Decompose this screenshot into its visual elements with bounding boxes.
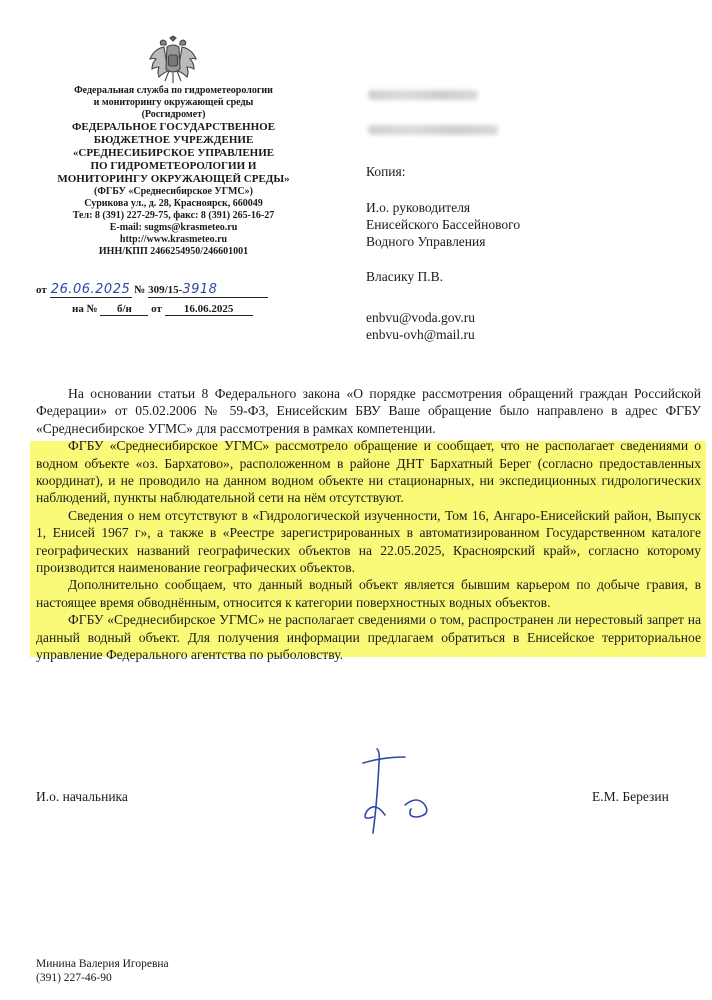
body-paragraph-highlighted: ФГБУ «Среднесибирское УГМС» рассмотрело обращение и сообщает, что не располагает сведениями о водном объекте «оз. Бархатово», расположенном в районе ДНТ Бархатный Берег (согласно предоставленных координат), и не проводило на данном водном объекте ни стационарных, ни экспедиционных гидрологических наблюдений, пункты наблюдательной сети на нём отсутствуют. [36, 438, 701, 506]
outgoing-date: 26.06.2025 [50, 282, 131, 297]
body-paragraph: На основании статьи 8 Федерального закона «О порядке рассмотрения обращений граждан Российской Федерации» от 05.02.2006 № 59-ФЗ, Енисейским БВУ Ваше обращение было направлено в адрес ФГБУ «Среднесибирское УГМС» для рассмотрения в рамках компетенции. [36, 386, 701, 436]
incoming-number: б/н [100, 303, 148, 316]
redacted-recipient-contact [368, 125, 498, 135]
incoming-reference: на № б/н от 16.06.2025 [72, 303, 253, 316]
body-paragraph-highlighted: Дополнительно сообщаем, что данный водный объект является бывшим карьером по добыче гравия, в настоящее время обводнённым, относится к категории поверхностных водных объектов. [36, 577, 701, 610]
outgoing-number-handwritten: 3918 [182, 282, 218, 297]
body-paragraph: ФГБУ «Среднесибирское УГМС» не располагает сведениями о том, распространен ли нерестовый запрет на данный водный объект. Для получения информации предлагаем обратиться в Енисейское территориальное управление Федерального агентства по рыболовству. [36, 612, 701, 663]
institution-line: МОНИТОРИНГУ ОКРУЖАЮЩЕЙ СРЕДЫ» [57, 173, 290, 185]
org-line: (Росгидромет) [141, 109, 206, 120]
institution-line: ФЕДЕРАЛЬНОЕ ГОСУДАРСТВЕННОЕ [71, 121, 276, 133]
coat-of-arms-icon [147, 35, 199, 87]
redacted-recipient-name [368, 90, 478, 100]
contact-line: (ФГБУ «Среднесибирское УГМС») [94, 186, 253, 197]
letter-body [36, 385, 701, 664]
handwritten-signature [345, 745, 455, 840]
signatory-position: И.о. начальника [36, 789, 128, 804]
inn-line: ИНН/КПП 2466254950/246601001 [98, 246, 249, 257]
recipient-line: И.о. руководителя [366, 200, 471, 215]
recipient-line: Енисейского Бассейнового [366, 217, 521, 232]
org-line: Федеральная служба по гидрометеорологии [74, 85, 273, 96]
executor-phone: (391) 227-46-90 [36, 972, 112, 984]
executor-block [36, 957, 169, 985]
recipient-email: enbvu@voda.gov.ru [366, 310, 476, 325]
executor-name: Минина Валерия Игоревна [36, 958, 169, 970]
org-line: и мониторингу окружающей среды [93, 97, 254, 108]
address-line: Сурикова ул., д. 28, Красноярск, 660049 [84, 198, 263, 209]
institution-line: «СРЕДНЕСИБИРСКОЕ УПРАВЛЕНИЕ [72, 147, 275, 159]
body-paragraph-highlighted: Сведения о нем отсутствуют в «Гидрологической изученности, Том 16, Ангаро-Енисейский район, Выпуск 1, Енисей 1967 г», а также в «Реестре зарегистрированных в автоматизированном Государственном каталоге географических названий географических объектов на 22.05.2025, Красноярский край», согласно которому производится наименование географических объектов. [36, 507, 701, 576]
outgoing-number: 309/15- [148, 284, 183, 296]
sender-organization-block [36, 85, 311, 258]
institution-line: БЮДЖЕТНОЕ УЧРЕЖДЕНИЕ [93, 134, 254, 146]
phone-line: Тел: 8 (391) 227-29-75, факс: 8 (391) 265-16-27 [72, 210, 275, 221]
recipient-line: Водного Управления [366, 234, 486, 249]
email-line: E-mail: sugms@krasmeteo.ru [109, 222, 238, 233]
signatory-name: Е.М. Березин [592, 789, 669, 804]
incoming-date: 16.06.2025 [165, 303, 253, 316]
outgoing-reference: от 26.06.2025 № 309/15-3918 [36, 282, 268, 298]
recipient-name: Власику П.В. [366, 269, 443, 284]
recipient-email: enbvu-ovh@mail.ru [366, 327, 475, 342]
website-line: http://www.krasmeteo.ru [119, 234, 228, 245]
institution-line: ПО ГИДРОМЕТЕОРОЛОГИИ И [90, 160, 257, 172]
copy-label: Копия: [366, 164, 406, 179]
